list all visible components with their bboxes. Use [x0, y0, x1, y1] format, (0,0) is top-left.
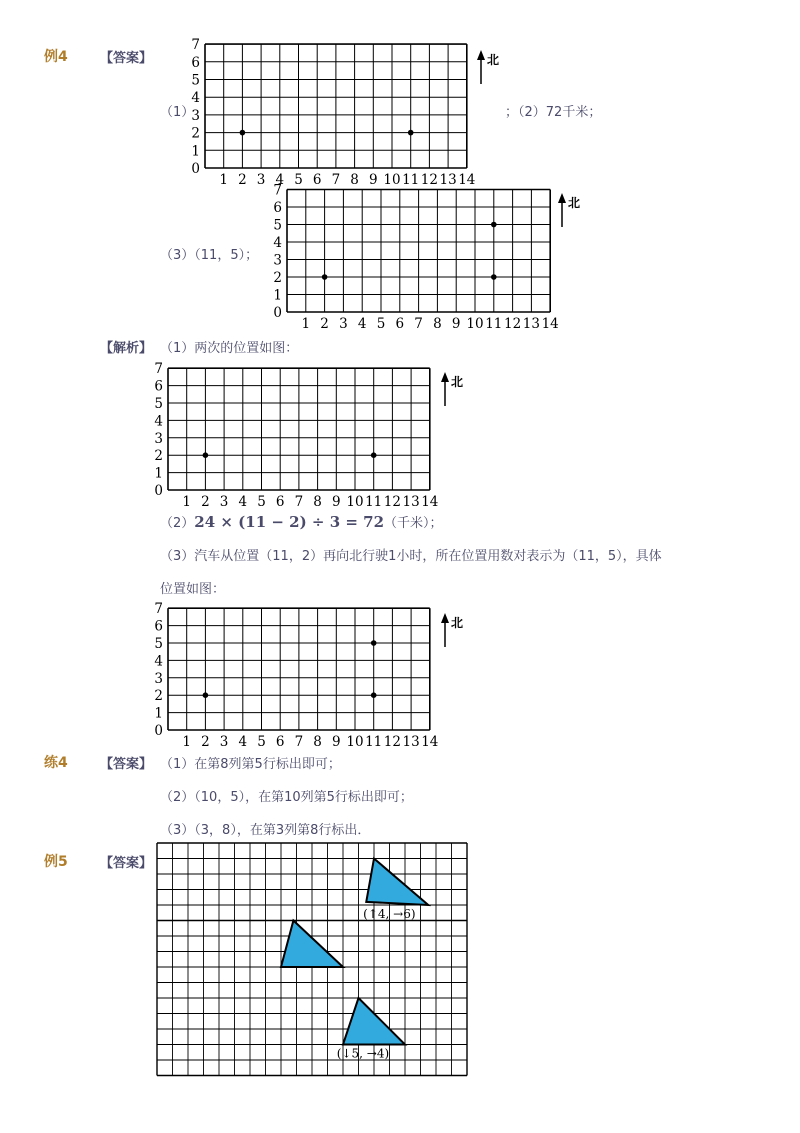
- x-tick-label: 11: [365, 734, 383, 750]
- x-tick-label: 2: [201, 494, 210, 510]
- y-tick-label: 6: [273, 200, 282, 216]
- answer-part-3: （3）（11，5）；: [160, 248, 259, 263]
- y-tick-label: 0: [154, 723, 163, 739]
- x-tick-label: 1: [301, 316, 311, 332]
- y-tick-label: 2: [191, 125, 200, 142]
- x-tick-label: 2: [201, 734, 210, 750]
- x-tick-label: 3: [219, 734, 229, 750]
- north-label: 北: [451, 616, 464, 630]
- analysis-part-3-line-2: 位置如图：: [160, 582, 226, 597]
- x-tick-label: 7: [331, 172, 341, 188]
- practice-4-line-2: （2）（10，5），在第10列第5行标出即可；: [160, 790, 413, 805]
- y-tick-label: 4: [273, 235, 282, 251]
- y-tick-label: 5: [191, 72, 200, 89]
- x-tick-label: 2: [238, 172, 247, 188]
- x-tick-label: 10: [346, 494, 364, 510]
- x-tick-label: 6: [312, 172, 322, 188]
- y-tick-label: 4: [154, 653, 163, 670]
- x-tick-label: 10: [466, 316, 484, 332]
- x-tick-label: 4: [275, 172, 285, 188]
- x-tick-label: 5: [257, 734, 266, 750]
- x-tick-label: 14: [421, 734, 439, 750]
- y-tick-label: 4: [154, 413, 163, 430]
- answer-part-2: ；（2）72千米；: [505, 105, 602, 120]
- x-tick-label: 3: [256, 172, 266, 188]
- x-tick-label: 8: [313, 734, 322, 750]
- y-tick-label: 4: [191, 90, 200, 107]
- y-tick-label: 6: [154, 378, 163, 395]
- x-tick-label: 13: [402, 734, 420, 750]
- y-tick-label: 3: [154, 670, 163, 687]
- y-tick-label: 2: [154, 688, 163, 705]
- x-tick-label: 14: [421, 494, 439, 510]
- y-tick-label: 7: [154, 361, 163, 378]
- example-5-answer-tag: 【答案】: [100, 856, 153, 871]
- translated-triangle-top: [366, 859, 428, 906]
- x-tick-label: 11: [485, 316, 503, 332]
- x-tick-label: 2: [320, 316, 329, 332]
- x-tick-label: 1: [219, 172, 228, 188]
- x-tick-label: 3: [219, 494, 229, 510]
- x-tick-label: 12: [504, 316, 522, 332]
- answer-part-1-label: （1）: [160, 105, 195, 120]
- example-4-answer-tag: 【答案】: [100, 51, 153, 66]
- x-tick-label: 8: [433, 316, 442, 332]
- translation-annotation-2: (↓5, →4): [336, 1046, 390, 1061]
- x-tick-label: 7: [294, 494, 304, 510]
- x-tick-label: 5: [257, 494, 266, 510]
- x-tick-label: 9: [332, 494, 341, 510]
- y-tick-label: 1: [191, 143, 200, 160]
- practice-4-label: 练4: [44, 755, 68, 771]
- x-tick-label: 10: [346, 734, 364, 750]
- y-tick-label: 2: [273, 270, 282, 286]
- y-tick-label: 5: [273, 217, 282, 234]
- x-tick-label: 7: [294, 734, 304, 750]
- y-tick-label: 0: [191, 161, 200, 177]
- x-tick-label: 4: [238, 734, 248, 750]
- x-tick-label: 9: [369, 172, 378, 188]
- y-tick-label: 7: [191, 37, 200, 54]
- x-tick-label: 1: [182, 734, 191, 750]
- x-tick-label: 12: [383, 494, 401, 510]
- north-label: 北: [451, 375, 464, 389]
- y-tick-label: 0: [154, 483, 163, 499]
- y-tick-label: 1: [154, 705, 163, 722]
- y-tick-label: 3: [273, 252, 282, 269]
- x-tick-label: 5: [294, 172, 303, 188]
- north-label: 北: [487, 53, 500, 67]
- x-tick-label: 12: [383, 734, 401, 750]
- x-tick-label: 13: [522, 316, 540, 332]
- analysis-part-2-prefix: （2）: [160, 516, 195, 531]
- x-tick-label: 11: [402, 172, 420, 188]
- y-tick-label: 7: [154, 601, 163, 618]
- y-tick-label: 7: [273, 182, 282, 199]
- x-tick-label: 13: [402, 494, 420, 510]
- y-tick-label: 0: [273, 305, 282, 321]
- y-tick-label: 1: [154, 465, 163, 482]
- y-tick-label: 3: [154, 430, 163, 447]
- practice-4-line-3: （3）（3，8），在第3列第8行标出．: [160, 823, 371, 838]
- analysis-part-2-unit: （千米）；: [384, 516, 443, 531]
- y-tick-label: 1: [273, 287, 282, 304]
- analysis-part-3-line-1: （3）汽车从位置（11，2）再向北行驶1小时，所在位置用数对表示为（11，5），具体: [160, 549, 662, 564]
- x-tick-label: 10: [383, 172, 401, 188]
- x-tick-label: 13: [439, 172, 457, 188]
- x-tick-label: 14: [458, 172, 476, 188]
- y-tick-label: 2: [154, 448, 163, 465]
- y-tick-label: 5: [154, 396, 163, 412]
- north-label: 北: [568, 196, 581, 210]
- x-tick-label: 14: [541, 316, 559, 332]
- y-tick-label: 3: [191, 107, 200, 124]
- analysis-formula: 24 × (11 − 2) ÷ 3 = 72: [194, 513, 385, 531]
- translation-annotation-1: (↑4, →6): [363, 907, 416, 922]
- x-tick-label: 9: [451, 316, 461, 332]
- example-5-label: 例5: [44, 854, 68, 870]
- example-4-label: 例4: [44, 49, 68, 65]
- y-tick-label: 6: [154, 618, 163, 635]
- y-tick-label: 6: [191, 54, 200, 71]
- x-tick-label: 8: [350, 172, 359, 188]
- x-tick-label: 1: [182, 494, 191, 510]
- x-tick-label: 11: [365, 494, 383, 510]
- x-tick-label: 6: [275, 734, 285, 750]
- y-tick-label: 5: [154, 636, 163, 652]
- practice-4-line-1: （1）在第8列第5行标出即可；: [160, 757, 341, 772]
- x-tick-label: 8: [313, 494, 322, 510]
- x-tick-label: 4: [357, 316, 367, 332]
- x-tick-label: 7: [414, 316, 423, 332]
- practice-4-answer-tag: 【答案】: [100, 757, 153, 772]
- x-tick-label: 4: [238, 494, 248, 510]
- x-tick-label: 3: [339, 316, 348, 332]
- x-tick-label: 6: [275, 494, 285, 510]
- x-tick-label: 6: [395, 316, 405, 332]
- x-tick-label: 5: [376, 316, 386, 332]
- x-tick-label: 12: [420, 172, 438, 188]
- x-tick-label: 9: [332, 734, 341, 750]
- analysis-part-1: （1）两次的位置如图：: [160, 341, 299, 356]
- analysis-tag: 【解析】: [100, 341, 153, 356]
